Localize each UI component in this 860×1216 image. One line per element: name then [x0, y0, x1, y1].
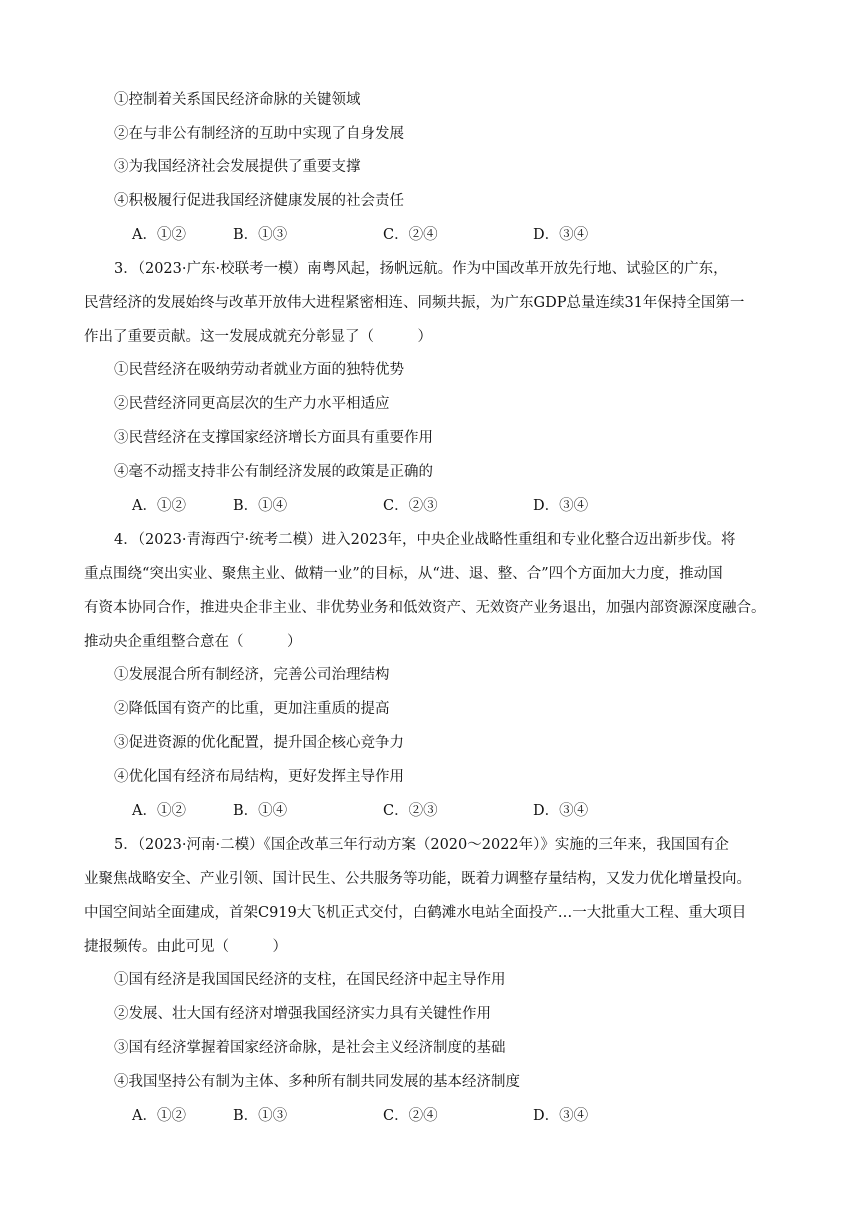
q4-choice-a: A．①② [132, 803, 186, 819]
q5-stem-line-3: 中国空间站全面建成，首架C919大飞机正式交付，白鹤滩水电站全面投产…一大批重大工程、重大项目 [84, 905, 747, 921]
q5-choice-c: C．②④ [383, 1108, 438, 1124]
q2-choice-d: D．③④ [533, 227, 589, 243]
q3-option-2: ②民营经济同更高层次的生产力水平相适应 [114, 396, 390, 412]
q3-choice-d: D．③④ [533, 498, 589, 514]
q4-option-4: ④优化国有经济布局结构，更好发挥主导作用 [114, 769, 404, 785]
q4-option-2: ②降低国有资产的比重，更加注重质的提高 [114, 701, 390, 717]
q3-stem-line-3: 作出了重要贡献。这一发展成就充分彰显了（ ） [84, 329, 432, 345]
q5-choice-a: A．①② [132, 1108, 186, 1124]
q2-choice-b: B．①③ [233, 227, 288, 243]
q4-stem-line-3: 有资本协同合作，推进央企非主业、非优势业务和低效资产、无效资产业务退出，加强内部资源深度融合。 [84, 600, 766, 616]
q5-stem-line-4: 捷报频传。由此可见（ ） [84, 939, 287, 955]
q2-choice-c: C．②④ [383, 227, 438, 243]
q3-option-4: ④毫不动摇支持非公有制经济发展的政策是正确的 [114, 464, 433, 480]
q5-option-1: ①国有经济是我国国民经济的支柱，在国民经济中起主导作用 [114, 972, 506, 988]
q5-option-3: ③国有经济掌握着国家经济命脉，是社会主义经济制度的基础 [114, 1040, 506, 1056]
q2-option-3: ③为我国经济社会发展提供了重要支撑 [114, 159, 361, 175]
q4-stem-line-4: 推动央企重组整合意在（ ） [84, 634, 302, 650]
q3-stem-line-2: 民营经济的发展始终与改革开放伟大进程紧密相连、同频共振，为广东GDP总量连续31年保持全国第一 [84, 295, 745, 311]
q3-option-1: ①民营经济在吸纳劳动者就业方面的独特优势 [114, 362, 404, 378]
q4-stem-line-1: 4．（2023·青海西宁·统考二模）进入2023年，中央企业战略性重组和专业化整合迈出新步伐。将 [114, 532, 736, 548]
q4-choice-c: C．②③ [383, 803, 438, 819]
q2-option-4: ④积极履行促进我国经济健康发展的社会责任 [114, 193, 404, 209]
q4-choice-d: D．③④ [533, 803, 589, 819]
q5-option-2: ②发展、壮大国有经济对增强我国经济实力具有关键性作用 [114, 1006, 491, 1022]
q4-stem-line-2: 重点围绕“突出实业、聚焦主业、做精一业”的目标，从“进、退、整、合”四个方面加大力度，推动国 [84, 566, 723, 582]
q3-choice-c: C．②③ [383, 498, 438, 514]
q5-choice-b: B．①③ [233, 1108, 288, 1124]
q5-stem-line-2: 业聚焦战略安全、产业引领、国计民生、公共服务等功能，既着力调整存量结构，又发力优化增量投向。 [84, 871, 751, 887]
q5-option-4: ④我国坚持公有制为主体、多种所有制共同发展的基本经济制度 [114, 1074, 520, 1090]
q2-option-1: ①控制着关系国民经济命脉的关键领域 [114, 92, 361, 108]
q3-option-3: ③民营经济在支撑国家经济增长方面具有重要作用 [114, 430, 433, 446]
q3-choice-a: A．①② [132, 498, 186, 514]
q4-option-1: ①发展混合所有制经济，完善公司治理结构 [114, 667, 390, 683]
q2-option-2: ②在与非公有制经济的互助中实现了自身发展 [114, 126, 404, 142]
q3-choice-b: B．①④ [233, 498, 288, 514]
q5-stem-line-1: 5．（2023·河南·二模）《国企改革三年行动方案（2020～2022年）》实施的三年来，我国国有企 [114, 837, 729, 853]
q3-stem-line-1: 3．（2023·广东·校联考一模）南粤风起，扬帆远航。作为中国改革开放先行地、试验区的广东， [114, 261, 728, 277]
q2-choice-a: A．①② [132, 227, 186, 243]
q5-choice-d: D．③④ [533, 1108, 589, 1124]
q4-option-3: ③促进资源的优化配置，提升国企核心竞争力 [114, 735, 404, 751]
q4-choice-b: B．①④ [233, 803, 288, 819]
